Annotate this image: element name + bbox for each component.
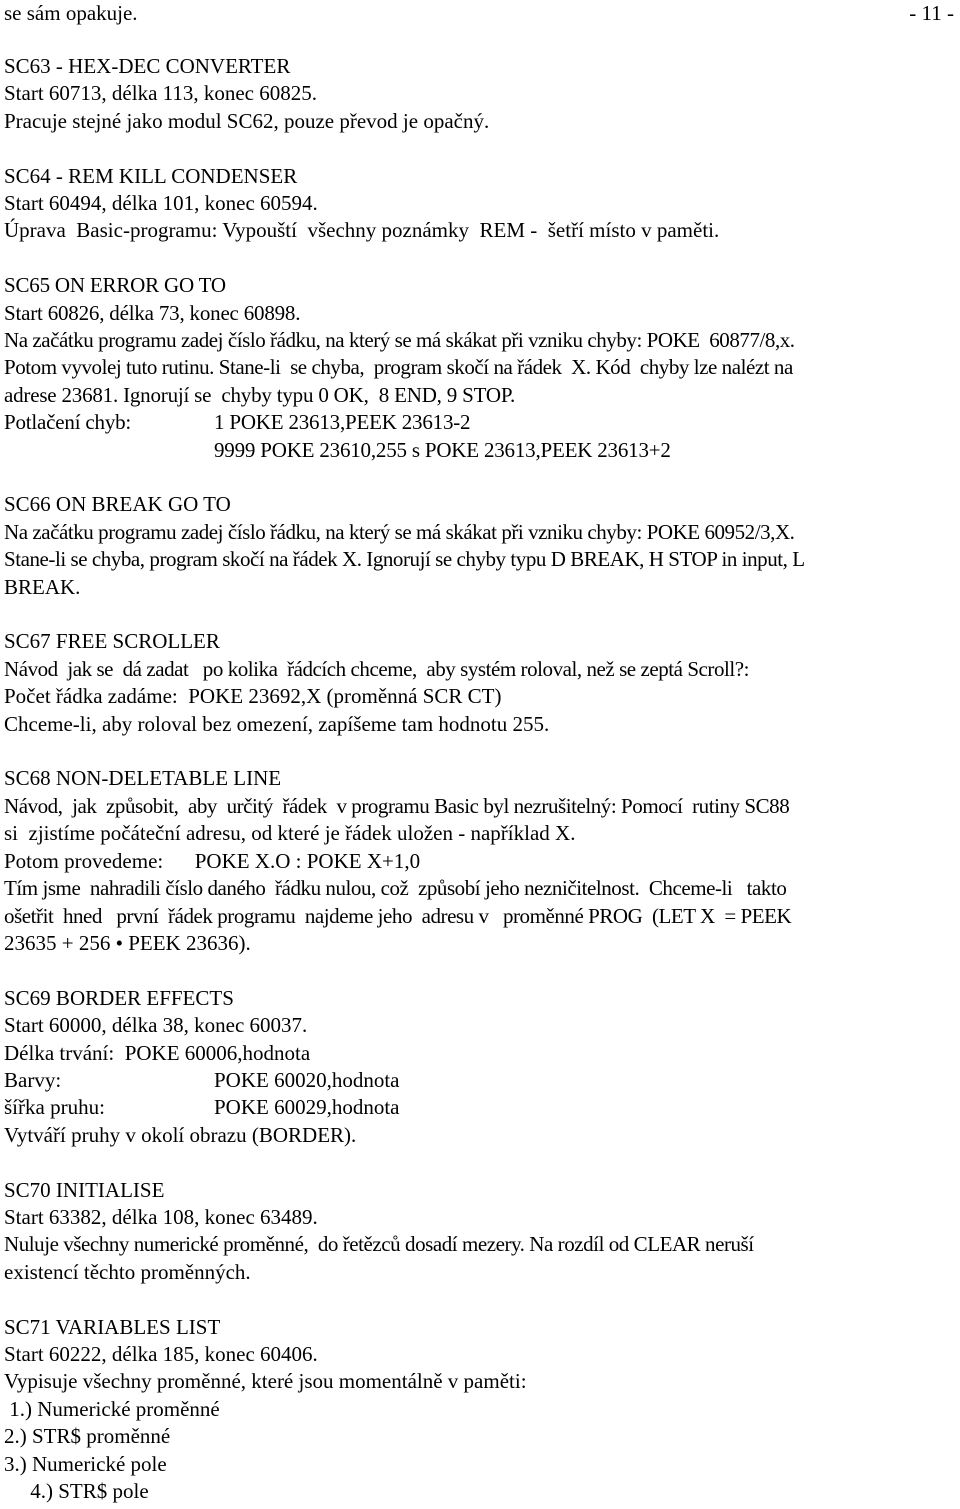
section-line: Start 60826, délka 73, konec 60898. <box>4 300 301 325</box>
section-title: SC71 VARIABLES LIST <box>4 1314 221 1339</box>
page-header <box>4 0 954 28</box>
section-line: Start 60713, délka 113, konec 60825. <box>4 81 318 106</box>
suppress-label: Potlačení chyb: <box>4 410 132 435</box>
list-item: 3.) Numerické pole <box>4 1451 167 1476</box>
section-line: ošetřit hned první řádek programu najdeme jeho adresu v proměnné PROG (LET X = PEEK <box>4 903 792 928</box>
section-sc67 <box>4 628 956 738</box>
section-line: Chceme-li, aby roloval bez omezení, zapíšeme tam hodnotu 255. <box>4 711 550 736</box>
section-line: si zjistíme počáteční adresu, od které je řádek uložen - například X. <box>4 821 576 846</box>
list-item: 2.) STR$ proměnné <box>4 1424 171 1449</box>
section-line: Na začátku programu zadej číslo řádku, na který se má skákat při vzniku chyby: POKE 60952/3,X. <box>4 519 795 544</box>
header-continuation-text: se sám opakuje. <box>4 1 138 25</box>
section-line: Start 60000, délka 38, konec 60037. <box>4 1013 308 1038</box>
section-line: Délka trvání: POKE 60006,hodnota <box>4 1040 311 1065</box>
setting-value: POKE 60029,hodnota <box>214 1095 400 1120</box>
setting-label: Barvy: <box>4 1067 62 1092</box>
suppress-code: 9999 POKE 23610,255 s POKE 23613,PEEK 23613+2 <box>214 437 671 462</box>
page-number: - 11 - <box>909 1 954 25</box>
section-title: SC64 - REM KILL CONDENSER <box>4 163 298 188</box>
section-title: SC65 ON ERROR GO TO <box>4 273 226 298</box>
section-line: BREAK. <box>4 574 81 599</box>
section-sc68 <box>4 765 956 957</box>
suppress-code: 1 POKE 23613,PEEK 23613-2 <box>214 410 471 435</box>
section-line: Vytváří pruhy v okolí obrazu (BORDER). <box>4 1122 357 1147</box>
section-title: SC68 NON-DELETABLE LINE <box>4 766 282 791</box>
setting-row <box>4 1067 956 1094</box>
section-line: Pracuje stejné jako modul SC62, pouze převod je opačný. <box>4 108 490 133</box>
suppress-row <box>4 437 956 464</box>
section-line: Start 60494, délka 101, konec 60594. <box>4 191 318 216</box>
section-line: Tím jsme nahradili číslo daného řádku nulou, což způsobí jeho nezničitelnost. Chceme-li takto <box>4 876 787 901</box>
section-line: Návod, jak způsobit, aby určitý řádek v programu Basic byl nezrušitelný: Pomocí rutiny SC88 <box>4 793 790 818</box>
section-title: SC63 - HEX-DEC CONVERTER <box>4 54 291 78</box>
section-line: Úprava Basic-programu: Vypouští všechny poznámky REM - šetří místo v paměti. <box>4 218 720 243</box>
section-line: Nuluje všechny numerické proměnné, do řetězců dosadí mezery. Na rozdíl od CLEAR neruší <box>4 1232 754 1257</box>
section-line: Stane-li se chyba, program skočí na řádek X. Ignorují se chyby typu D BREAK, H STOP in input, L <box>4 547 805 572</box>
section-line: Start 60222, délka 185, konec 60406. <box>4 1341 318 1366</box>
section-sc70 <box>4 1177 956 1287</box>
section-sc65 <box>4 272 956 464</box>
section-title: SC69 BORDER EFFECTS <box>4 985 234 1010</box>
section-sc71 <box>4 1314 956 1506</box>
section-line: adrese 23681. Ignorují se chyby typu 0 OK, 8 END, 9 STOP. <box>4 382 516 407</box>
section-title: SC66 ON BREAK GO TO <box>4 492 231 517</box>
section-line: Potom provedeme: POKE X.O : POKE X+1,0 <box>4 848 421 873</box>
setting-label: šířka pruhu: <box>4 1095 105 1120</box>
section-sc66 <box>4 491 956 601</box>
section-title: SC70 INITIALISE <box>4 1177 165 1202</box>
section-line: existencí těchto proměnných. <box>4 1259 251 1284</box>
section-sc63 <box>4 53 956 135</box>
document-body <box>4 53 956 1505</box>
section-line: Vypisuje všechny proměnné, které jsou momentálně v paměti: <box>4 1369 527 1394</box>
list-item: 4.) STR$ pole <box>4 1479 149 1503</box>
section-line: Návod jak se dá zadat po kolika řádcích chceme, aby systém roloval, než se zeptá Scroll?: <box>4 656 750 681</box>
section-sc69 <box>4 985 956 1149</box>
list-item: 1.) Numerické proměnné <box>4 1396 220 1421</box>
section-line: Počet řádka zadáme: POKE 23692,X (proměnná SCR CT) <box>4 684 502 709</box>
setting-row <box>4 1094 956 1121</box>
section-line: Potom vyvolej tuto rutinu. Stane-li se chyba, program skočí na řádek X. Kód chyby lze nalézt na <box>4 355 793 380</box>
setting-value: POKE 60020,hodnota <box>214 1067 400 1092</box>
section-sc64 <box>4 163 956 245</box>
suppress-row <box>4 409 956 436</box>
section-title: SC67 FREE SCROLLER <box>4 629 220 654</box>
section-line: 23635 + 256 • PEEK 23636). <box>4 930 251 955</box>
section-line: Na začátku programu zadej číslo řádku, na který se má skákat při vzniku chyby: POKE 60877/8,x. <box>4 328 795 353</box>
section-line: Start 63382, délka 108, konec 63489. <box>4 1204 318 1229</box>
